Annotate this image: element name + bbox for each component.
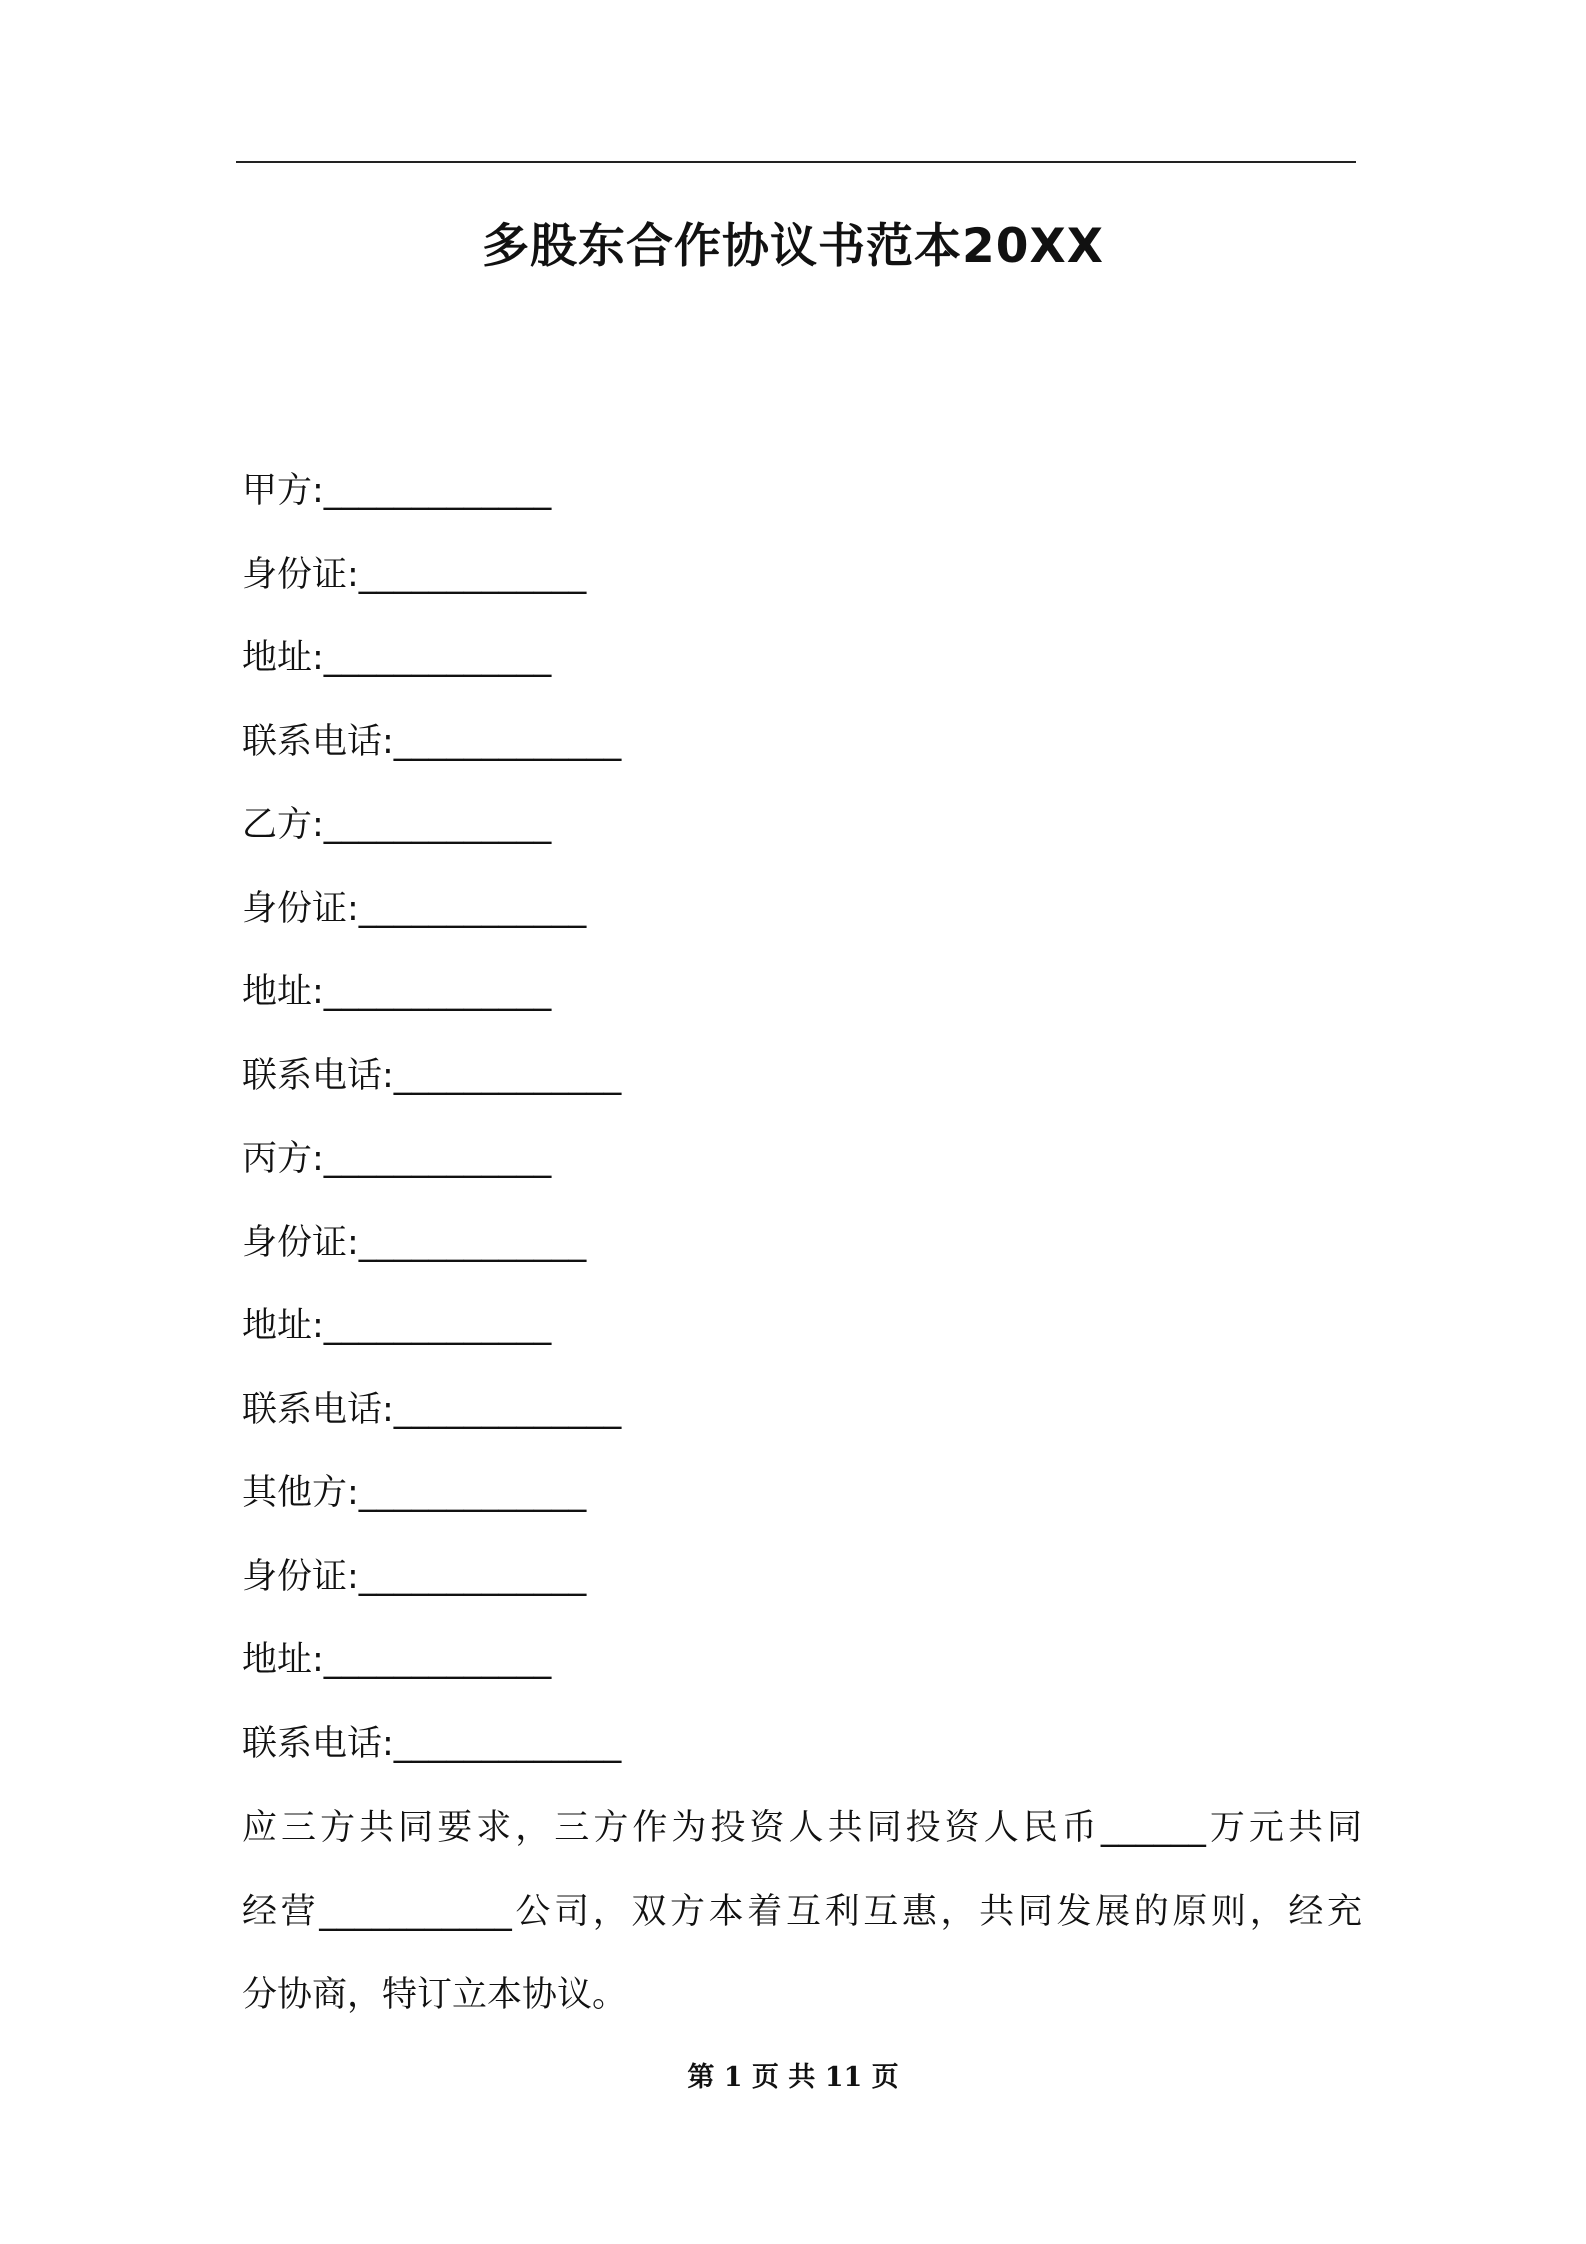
field-party-b-address <box>242 957 1362 1041</box>
field-party-a-id <box>242 540 1362 624</box>
field-party-a <box>242 456 1362 540</box>
field-blank: _____________ <box>323 1640 552 1680</box>
intro-line: 应三方共同要求，三方作为投资人共同投资人民币______万元共同 <box>242 1808 1362 1848</box>
field-label: 乙方: <box>242 805 324 845</box>
field-blank: _____________ <box>358 1556 587 1597</box>
field-label: 地址: <box>242 972 324 1012</box>
field-blank: _____________ <box>323 1139 552 1179</box>
field-party-c-phone <box>242 1375 1362 1459</box>
field-blank: _____________ <box>393 1389 622 1430</box>
field-blank: _____________ <box>393 721 622 762</box>
field-blank: _____________ <box>358 1473 587 1513</box>
field-party-c <box>242 1124 1362 1208</box>
field-label: 联系电话: <box>242 1055 394 1096</box>
field-blank: _____________ <box>323 638 552 678</box>
field-other-party-address <box>242 1625 1362 1709</box>
field-label: 联系电话: <box>242 1389 394 1430</box>
field-other-party-id <box>242 1542 1362 1626</box>
field-blank: _____________ <box>323 972 552 1012</box>
field-blank: _____________ <box>323 805 552 845</box>
field-label: 其他方: <box>242 1473 359 1513</box>
field-blank: _____________ <box>358 554 587 595</box>
header-rule <box>236 161 1356 163</box>
field-blank: _____________ <box>393 1055 622 1096</box>
intro-line: 分协商，特订立本协议。 <box>242 1975 628 2015</box>
intro-line: 经营___________公司，双方本着互利互惠，共同发展的原则，经充 <box>242 1891 1362 1932</box>
field-other-party-phone <box>242 1709 1362 1793</box>
field-label: 联系电话: <box>242 721 394 762</box>
field-party-a-address <box>242 623 1362 707</box>
field-party-c-address <box>242 1291 1362 1375</box>
document-title: 多股东合作协议书范本20XX <box>482 219 1104 274</box>
page-number-footer: 第 1 页 共 11 页 <box>687 2062 899 2093</box>
field-label: 身份证: <box>242 554 359 595</box>
field-party-a-phone <box>242 707 1362 791</box>
field-blank: _____________ <box>358 888 587 929</box>
field-party-b-phone <box>242 1041 1362 1125</box>
field-label: 地址: <box>242 1306 324 1346</box>
field-blank: _____________ <box>358 1222 587 1263</box>
party-fields <box>242 456 1362 1792</box>
field-label: 身份证: <box>242 1556 359 1597</box>
field-blank: _____________ <box>393 1723 622 1764</box>
field-other-party <box>242 1458 1362 1542</box>
field-party-b <box>242 790 1362 874</box>
field-label: 联系电话: <box>242 1723 394 1764</box>
field-label: 丙方: <box>242 1139 324 1179</box>
field-label: 身份证: <box>242 1222 359 1263</box>
intro-paragraph <box>242 1787 1362 2038</box>
field-blank: _____________ <box>323 471 552 511</box>
field-party-c-id <box>242 1208 1362 1292</box>
field-blank: _____________ <box>323 1306 552 1346</box>
field-party-b-id <box>242 874 1362 958</box>
field-label: 地址: <box>242 1640 324 1680</box>
field-label: 地址: <box>242 638 324 678</box>
field-label: 身份证: <box>242 888 359 929</box>
field-label: 甲方: <box>242 471 324 511</box>
